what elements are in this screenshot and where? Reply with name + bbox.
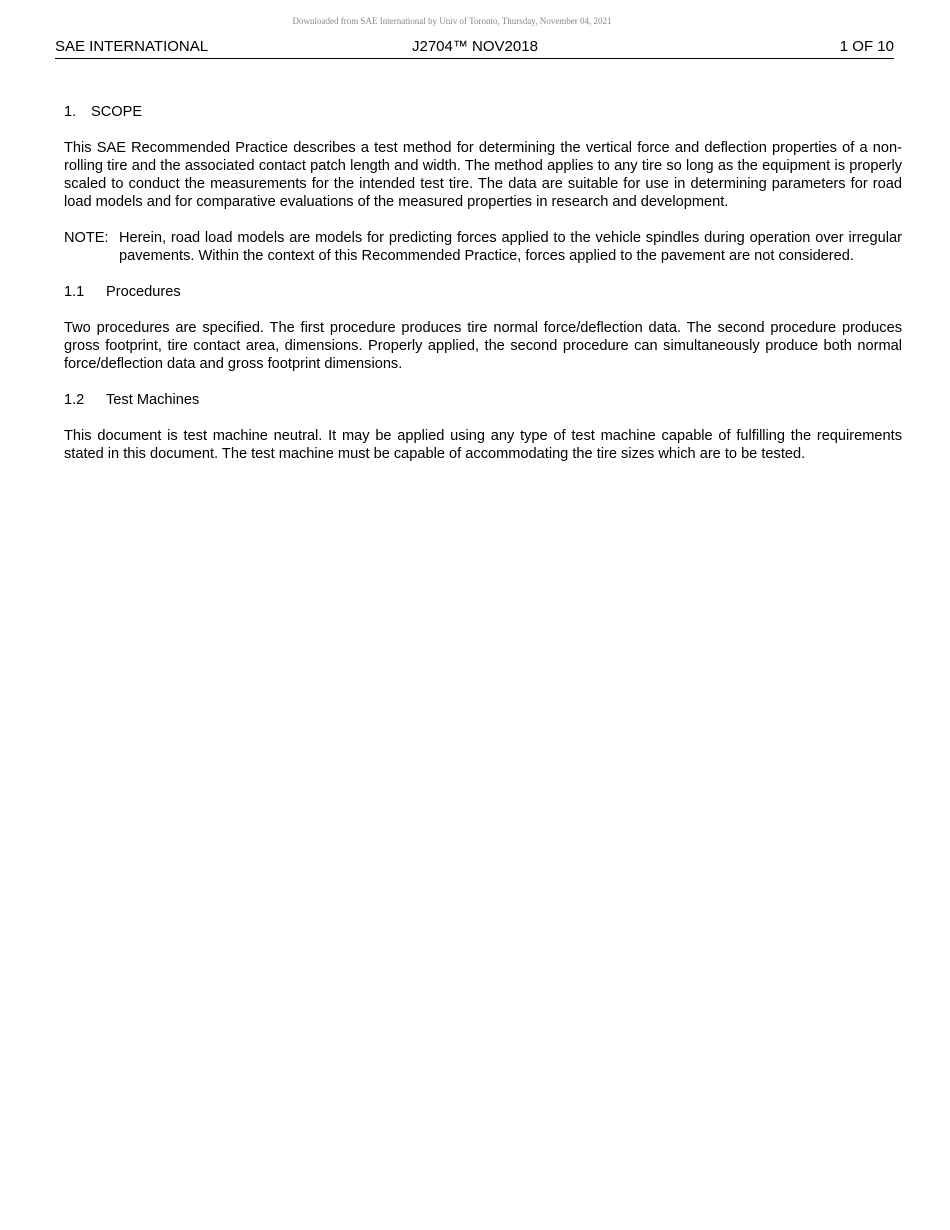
download-watermark: Downloaded from SAE International by Univ of Toronto, Thursday, November 04, 2021 [292, 16, 612, 26]
section-title: Test Machines [106, 392, 200, 408]
scope-note [64, 229, 902, 265]
section-number: 1. [64, 104, 77, 120]
note-label: NOTE: [64, 230, 109, 246]
section-heading-scope [64, 103, 902, 121]
header-document-number: J2704™ NOV2018 [412, 38, 538, 55]
procedures-paragraph: Two procedures are specified. The first procedure produces tire normal force/deflection data. The second procedure produces gross footprint, tire contact area, dimensions. Properly applied, the second procedure can simultaneously produce both normal force/deflection data and gross footprint dimensions. [64, 320, 902, 372]
note-text: Herein, road load models are models for predicting forces applied to the vehicle spindles during operation over irregular pavements. Within the context of this Recommended Practice, forces applied to the pavement are not considered. [119, 230, 902, 264]
section-title: SCOPE [91, 104, 143, 120]
header-page-number: 1 OF 10 [839, 38, 894, 55]
section-title: Procedures [106, 284, 181, 300]
page-header [55, 38, 894, 59]
section-number: 1.2 [64, 392, 85, 408]
section-number: 1.1 [64, 284, 85, 300]
scope-paragraph: This SAE Recommended Practice describes a test method for determining the vertical force and deflection properties of a non-rolling tire and the associated contact patch length and width. The method applies to any tire so long as the equipment is properly scaled to conduct the measurements for the intended test tire. The data are suitable for use in determining parameters for road load models and for comparative evaluations of the measured properties in research and development. [64, 140, 902, 210]
document-body [64, 103, 902, 481]
test-machines-paragraph: This document is test machine neutral. It may be applied using any type of test machine capable of fulfilling the requirements stated in this document. The test machine must be capable of accommodating the tire sizes which are to be tested. [64, 428, 902, 462]
header-organization: SAE INTERNATIONAL [55, 38, 209, 55]
section-heading-procedures [64, 283, 902, 301]
section-heading-test-machines [64, 391, 902, 409]
